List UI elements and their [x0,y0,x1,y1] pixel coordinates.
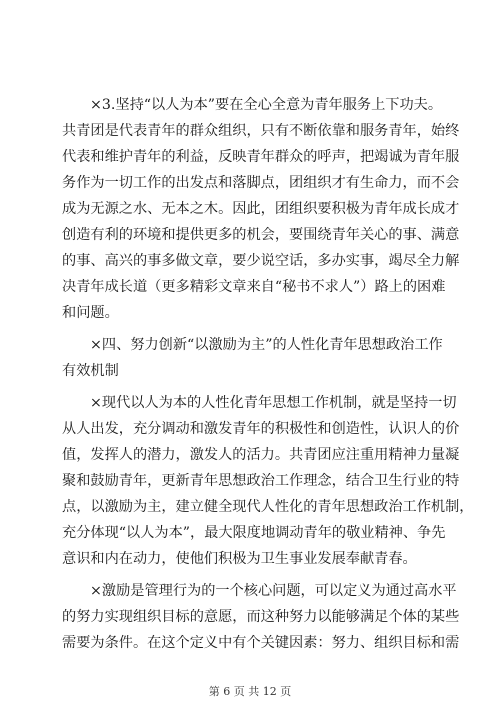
page-number: 第 6 页 共 12 页 [208,685,292,698]
text-line: 代表和维护青年的利益，反映青年群众的呼声，把竭诚为青年服 [62,149,460,165]
text-line: 和问题。 [62,305,119,321]
text-line: 创造有利的环境和提供更多的机会，要围绕青年关心的事、满意 [62,227,460,243]
text-line: 充分体现“以人为本”，最大限度地调动青年的敬业精神、争先 [62,525,446,541]
text-line: 决青年成长道（更多精彩文章来自“秘书不求人”）路上的困难 [62,279,446,295]
paragraph-2-heading [62,332,442,384]
paragraph-1 [62,92,460,326]
text-line: 需要为条件。在这个定义中有个关键因素：努力、组织目标和需 [62,635,460,651]
text-line: 成为无源之水、无本之木。因此，团组织要积极为青年成长成才 [62,201,460,217]
text-line: ×3.坚持“以人为本”要在全心全意为青年服务上下功夫。 [90,97,443,113]
text-line: ×现代以人为本的人性化青年思想工作机制，就是坚持一切 [90,395,457,411]
text-line: 从人出发，充分调动和激发青年的积极性和创造性，认识人的价 [62,421,460,437]
text-line: ×激励是管理行为的一个核心问题，可以定义为通过高水平 [90,583,457,599]
text-line: 的事、高兴的事多做文章，要少说空话，多办实事，竭尽全力解 [62,253,460,269]
text-line: 点，以激励为主，建立健全现代人性化的青年思想政治工作机制， [62,499,474,515]
text-line: 共青团是代表青年的群众组织，只有不断依靠和服务青年，始终 [62,123,460,139]
text-line: ×四、努力创新“以激励为主”的人性化青年思想政治工作 [90,337,443,353]
page-footer [0,683,500,699]
text-line: 聚和鼓励青年，更新青年思想政治工作理念，结合卫生行业的特 [62,473,460,489]
paragraph-3 [62,390,474,572]
text-line: 的努力实现组织目标的意愿，而这种努力以能够满足个体的某些 [62,609,460,625]
text-line: 务作为一切工作的出发点和落脚点，团组织才有生命力，而不会 [62,175,460,191]
text-line: 意识和内在动力，使他们积极为卫生事业发展奉献青春。 [62,551,417,567]
text-line: 值，发挥人的潜力，激发人的活力。共青团应注重用精神力量凝 [62,447,460,463]
text-line: 有效机制 [62,363,119,379]
paragraph-4 [62,578,460,656]
document-body [62,92,474,662]
